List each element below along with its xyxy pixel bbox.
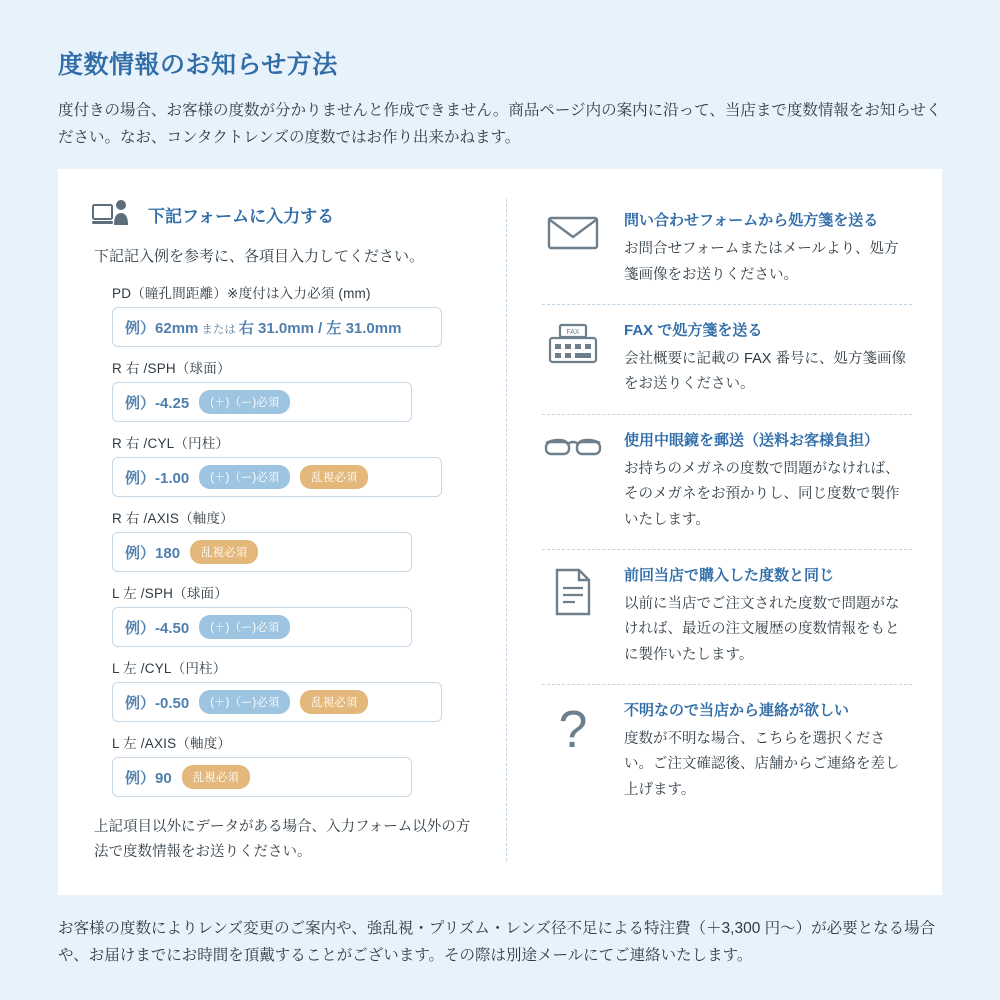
field-r-sph-example: 例）-4.25 xyxy=(125,394,190,412)
field-r-axis xyxy=(88,507,482,572)
field-l-sph-input[interactable] xyxy=(112,607,412,647)
method-inquiry-form[interactable] xyxy=(542,195,912,305)
glasses-icon xyxy=(542,429,604,461)
method-text xyxy=(624,699,912,803)
method-previous-order[interactable] xyxy=(542,550,912,685)
field-l-cyl-example: 例）-0.50 xyxy=(125,694,190,712)
field-r-axis-label: R 右 /AXIS（軸度） xyxy=(112,511,234,527)
form-input-footnote: 上記項目以外にデータがある場合、入力フォーム以外の方法で度数情報をお送りください。 xyxy=(94,819,471,860)
info-card xyxy=(58,169,942,894)
other-methods-column xyxy=(508,195,912,864)
field-pd-label: PD（瞳孔間距離）※度付は入力必須 (mm) xyxy=(112,286,371,302)
tag-sign-required: (＋)（ー)必須 xyxy=(199,615,290,639)
form-input-heading-label: 下記フォームに入力する xyxy=(148,206,335,226)
method-text xyxy=(624,209,912,288)
svg-text:FAX: FAX xyxy=(566,329,580,336)
field-l-axis xyxy=(88,732,482,797)
field-l-sph-example: 例）-4.50 xyxy=(125,619,190,637)
method-body: お持ちのメガネの度数で問題がなければ、そのメガネをお預かりし、同じ度数で製作いたします。 xyxy=(624,460,900,528)
method-title: FAX で処方箋を送る xyxy=(624,322,763,339)
form-input-subheading: 下記記入例を参考に、各項目入力してください。 xyxy=(94,248,425,266)
tag-sign-required: (＋)（ー)必須 xyxy=(199,690,290,714)
method-body: お問合せフォームまたはメールより、処方箋画像をお送りください。 xyxy=(624,241,899,283)
method-text xyxy=(624,429,912,533)
method-fax[interactable] xyxy=(542,305,912,415)
form-input-heading xyxy=(92,199,482,229)
field-l-axis-example: 例）90 xyxy=(125,769,172,787)
svg-text:?: ? xyxy=(558,703,588,755)
document-icon xyxy=(542,564,604,616)
field-l-cyl-input[interactable] xyxy=(112,682,442,722)
tag-astigmatism-required: 乱視必須 xyxy=(190,540,258,564)
method-text xyxy=(624,564,912,668)
page-title: 度数情報のお知らせ方法 xyxy=(58,51,338,79)
page-lead-text: 度付きの場合、お客様の度数が分かりませんと作成できません。商品ページ内の案内に沿って、当店まで度数情報をお知らせください。なお、コンタクトレンズの度数ではお作り出来かねます。 xyxy=(58,102,942,147)
method-title: 不明なので当店から連絡が欲しい xyxy=(624,702,850,719)
person-computer-icon xyxy=(92,199,134,229)
field-r-axis-example: 例）180 xyxy=(125,544,181,562)
field-r-cyl-example: 例）-1.00 xyxy=(125,469,190,487)
field-r-cyl-input[interactable] xyxy=(112,457,442,497)
field-r-sph-input[interactable] xyxy=(112,382,412,422)
method-title: 使用中眼鏡を郵送（送料お客様負担） xyxy=(624,431,880,449)
method-text xyxy=(624,319,912,398)
field-r-sph-label: R 右 /SPH（球面） xyxy=(112,361,231,377)
tag-sign-required: (＋)（ー)必須 xyxy=(199,390,290,414)
tag-astigmatism-required: 乱視必須 xyxy=(300,465,368,489)
field-r-sph xyxy=(88,357,482,422)
tag-astigmatism-required: 乱視必須 xyxy=(182,765,250,789)
field-r-cyl xyxy=(88,432,482,497)
field-l-axis-label: L 左 /AXIS（軸度） xyxy=(112,736,232,752)
field-l-cyl xyxy=(88,657,482,722)
field-pd-example: 例）62mm または 右 31.0mm / 左 31.0mm xyxy=(125,319,402,337)
field-pd xyxy=(88,282,482,347)
field-l-sph-label: L 左 /SPH（球面） xyxy=(112,586,228,602)
tag-astigmatism-required: 乱視必須 xyxy=(300,690,368,714)
method-mail-glasses[interactable] xyxy=(542,415,912,550)
field-r-axis-input[interactable] xyxy=(112,532,412,572)
envelope-icon xyxy=(542,209,604,251)
field-pd-input[interactable] xyxy=(112,307,442,347)
fax-icon xyxy=(542,319,604,365)
question-mark-icon xyxy=(542,699,604,755)
method-body: 以前に当店でご注文された度数で問題がなければ、最近の注文履歴の度数情報をもとに製作いたします。 xyxy=(624,595,900,663)
method-unknown-contact[interactable] xyxy=(542,685,912,819)
method-body: 会社概要に記載の FAX 番号に、処方箋画像をお送りください。 xyxy=(624,351,906,393)
form-input-column xyxy=(88,195,506,864)
field-l-sph xyxy=(88,582,482,647)
field-l-cyl-label: L 左 /CYL（円柱） xyxy=(112,661,227,677)
method-title: 前回当店で購入した度数と同じ xyxy=(624,566,835,584)
field-r-cyl-label: R 右 /CYL（円柱） xyxy=(112,436,230,452)
tag-sign-required: (＋)（ー)必須 xyxy=(199,465,290,489)
field-l-axis-input[interactable] xyxy=(112,757,412,797)
footer-note: お客様の度数によりレンズ変更のご案内や、強乱視・プリズム・レンズ径不足による特注費（＋3,300 円〜）が必要となる場合や、お届けまでにお時間を頂戴することがございます。その際は別途メールにてご連絡いたします。 xyxy=(58,919,936,964)
method-title: 問い合わせフォームから処方箋を送る xyxy=(624,212,879,230)
method-body: 度数が不明な場合、こちらを選択ください。ご注文確認後、店舗からご連絡を差し上げます。 xyxy=(624,731,900,798)
